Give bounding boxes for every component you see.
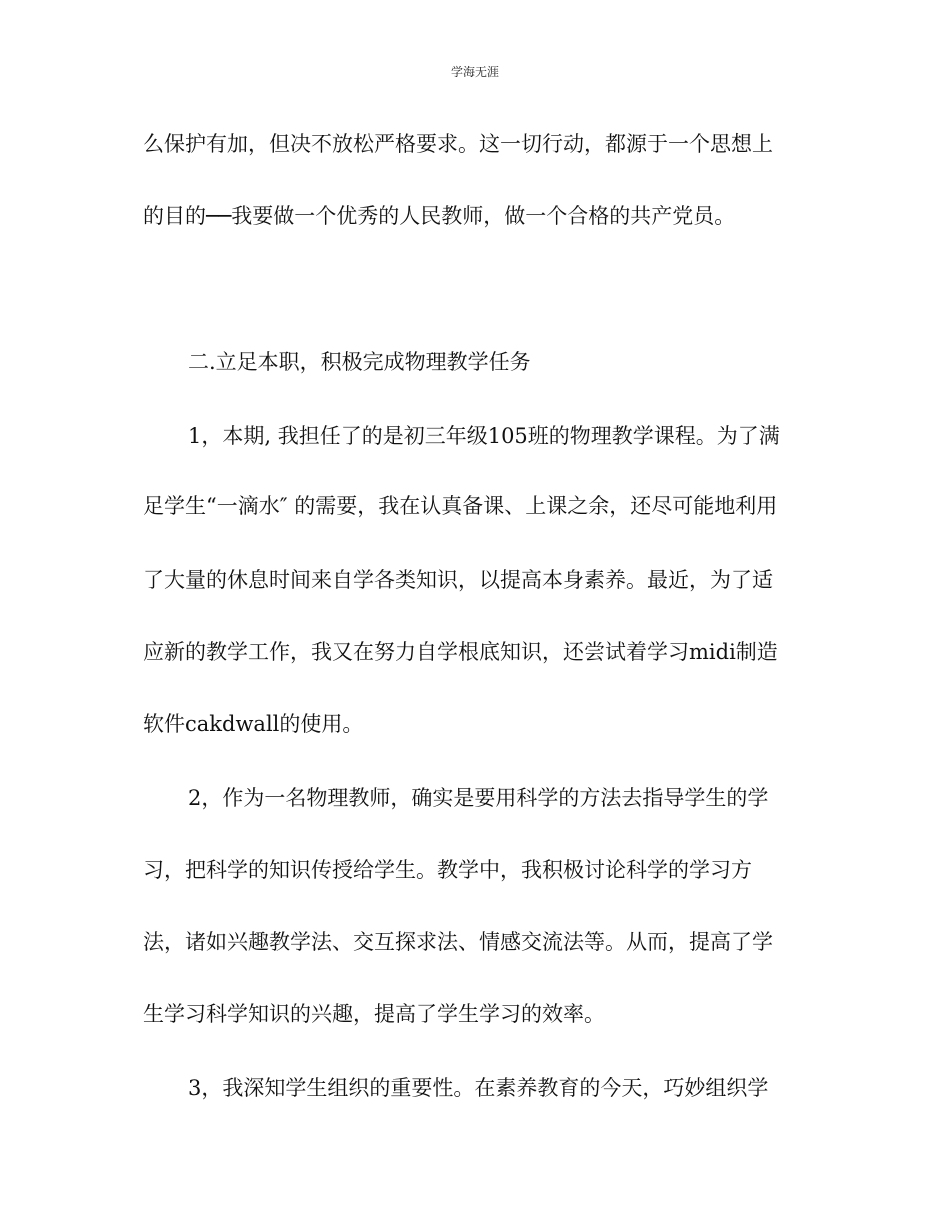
paragraph-line: 足学生“一滴水″ 的需要，我在认真备课、上课之余，还尽可能地利用 [143,494,778,518]
paragraph-line: 了大量的休息时间来自学各类知识，以提高本身素养。最近，为了适 [143,568,773,592]
paragraph-line: 软件cakdwall的使用。 [143,712,364,736]
paragraph-line: 生学习科学知识的兴趣，提高了学生学习的效率。 [143,1002,605,1026]
page-header: 学海无涯 [450,65,499,79]
paragraph-line: 2，作为一名物理教师，确实是要用科学的方法去指导学生的学 [188,786,769,810]
paragraph-line: 么保护有加，但决不放松严格要求。这一切行动，都源于一个思想上 [143,132,773,156]
paragraph-line: 3，我深知学生组织的重要性。在素养教育的今天，巧妙组织学 [188,1076,769,1100]
paragraph-line: 的目的──我要做一个优秀的人民教师，做一个合格的共产党员。 [143,204,736,228]
paragraph-line: 法，诸如兴趣教学法、交互探求法、情感交流法等。从而，提高了学 [143,930,773,954]
paragraph-line: 习，把科学的知识传授给学生。教学中，我积极讨论科学的学习方 [143,858,752,882]
paragraph-line: 应新的教学工作，我又在努力自学根底知识，还尝试着学习midi制造 [143,640,778,664]
section-heading: 二.立足本职，积极完成物理教学任务 [188,350,531,374]
paragraph-line: 1，本期, 我担任了的是初三年级105班的物理教学课程。为了满 [188,424,780,448]
